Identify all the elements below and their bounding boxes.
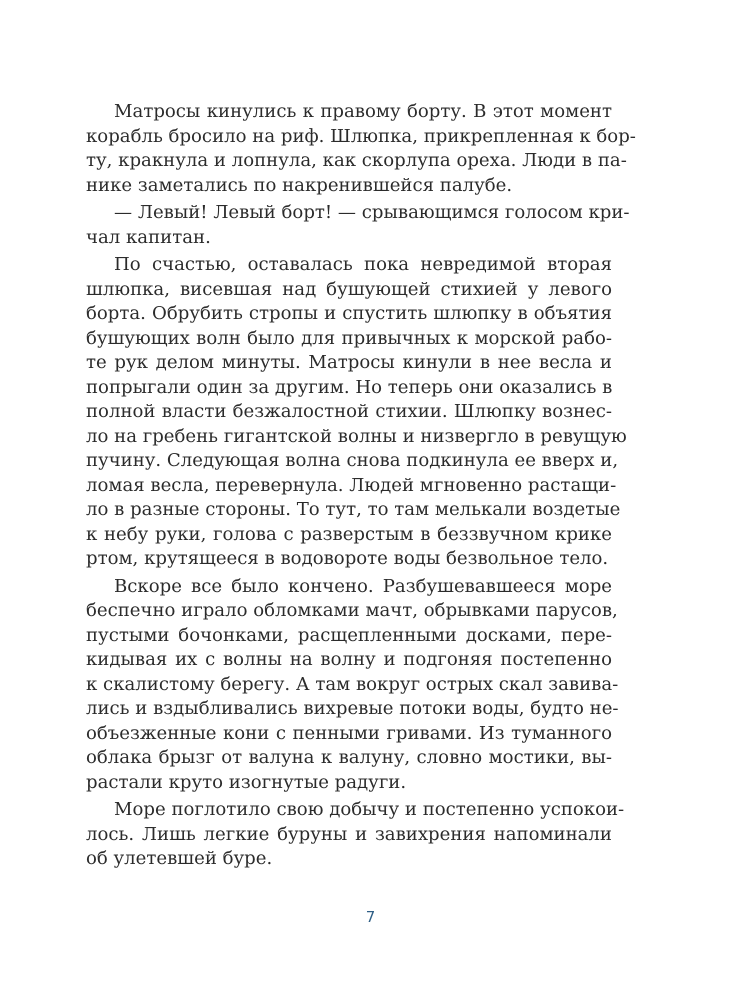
text-line: ту, кракнула и лопнула, как скорлупа ореха. Люди в па- <box>86 150 627 171</box>
text-line: ломая весла, перевернула. Людей мгновенно растащи- <box>86 474 617 496</box>
text-line: шлюпка, висевшая над бушующей стихией у левого <box>86 278 612 300</box>
text-line: борта. Обрубить стропы и спустить шлюпку в объятия <box>86 303 612 324</box>
text-line: к скалистому берегу. А там вокруг острых скал завива- <box>86 673 619 695</box>
text-line: По счастью, оставалась пока невредимой вторая <box>114 254 612 275</box>
text-line: те рук делом минуты. Матросы кинули в нее весла и <box>86 352 612 373</box>
text-line: ло в разные стороны. То тут, то там мелькали воздетые <box>86 499 621 520</box>
text-line: об улетевшей буре. <box>86 848 273 869</box>
text-line: ртом, крутящееся в водовороте воды безвольное тело. <box>86 548 609 569</box>
text-line: — Левый! Левый борт! — срывающимся голосом кри- <box>114 202 630 223</box>
text-line: пучину. Следующая волна снова подкинула ее вверх и, <box>86 450 619 471</box>
text-line: чал капитан. <box>86 226 211 248</box>
page-number: 7 <box>365 908 376 926</box>
text-line: Матросы кинулись к правому борту. В этот момент <box>114 101 612 122</box>
text-line: беспечно играло обломками мачт, обрывками парусов, <box>86 600 618 621</box>
text-line: бушующих волн было для привычных к морской рабо- <box>86 327 612 349</box>
body-text <box>86 100 636 872</box>
paragraph <box>86 253 627 572</box>
text-line: к небу руки, голова с разверстым в беззвучном крике <box>86 523 612 545</box>
text-line: кидывая их с волны на волну и подгоняя постепенно <box>86 649 612 670</box>
text-line: лись и вздыбливались вихревые потоки воды, будто не- <box>86 698 619 719</box>
text-line: полной власти безжалостной стихии. Шлюпку вознес- <box>86 401 612 422</box>
text-line: ло на гребень гигантской волны и низвергло в ревущую <box>86 425 627 447</box>
text-line: объезженные кони с пенными гривами. Из туманного <box>86 722 612 744</box>
text-line: лось. Лишь легкие буруны и завихрения напоминали <box>86 823 612 845</box>
paragraph <box>86 575 619 796</box>
paragraph <box>86 201 630 250</box>
paragraph <box>86 798 625 872</box>
text-line: облака брызг от валуна к валуну, словно мостики, вы- <box>86 747 612 768</box>
text-line: нике заметались по накренившейся палубе. <box>86 174 513 196</box>
text-line: корабль бросило на риф. Шлюпка, прикрепленная к бор- <box>86 125 636 147</box>
text-line: попрыгали один за другим. Но теперь они оказались в <box>86 376 613 398</box>
text-line: пустыми бочонками, расщепленными досками, пере- <box>86 624 612 646</box>
text-line: Море поглотило свою добычу и постепенно успокои- <box>114 799 625 820</box>
text-line: растали круто изогнутые радуги. <box>86 771 407 793</box>
text-line: Вскоре все было кончено. Разбушевавшееся море <box>114 575 612 597</box>
paragraph <box>86 100 636 198</box>
